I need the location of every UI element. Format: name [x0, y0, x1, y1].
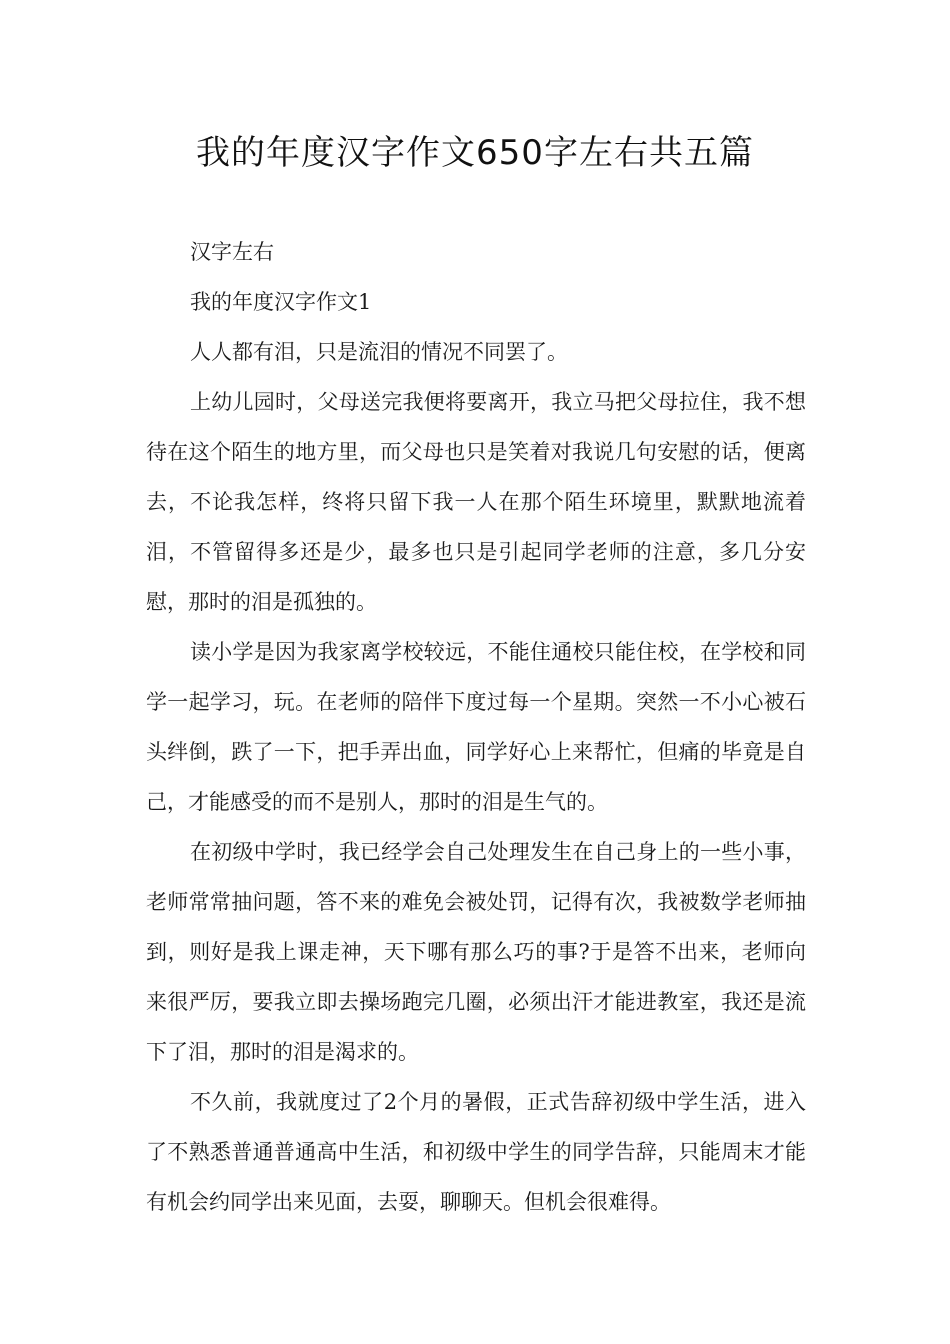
paragraph: 读小学是因为我家离学校较远，不能住通校只能住校，在学校和同学一起学习，玩。在老师的陪伴下度过每一个星期。突然一不小心被石头绊倒，跌了一下，把手弄出血，同学好心上来帮忙，但痛的毕竟是自己，才能感受的而不是别人，那时的泪是生气的。 [146, 640, 806, 814]
paragraph: 不久前，我就度过了2个月的暑假，正式告辞初级中学生活，进入了不熟悉普通普通高中生活，和初级中学生的同学告辞，只能周末才能有机会约同学出来见面，去耍，聊聊天。但机会很难得。 [146, 1090, 806, 1214]
paragraph: 在初级中学时，我已经学会自己处理发生在自己身上的一些小事，老师常常抽问题，答不来的难免会被处罚，记得有次，我被数学老师抽到，则好是我上课走神，天下哪有那么巧的事?于是答不出来，老师向来很严厉，要我立即去操场跑完几圈，必须出汗才能进教室，我还是流下了泪，那时的泪是渴求的。 [146, 840, 806, 1064]
document-title: 我的年度汉字作文650字左右共五篇 [196, 133, 754, 173]
paragraph: 人人都有泪，只是流泪的情况不同罢了。 [190, 340, 568, 364]
document-body [146, 227, 806, 1227]
paragraph: 上幼儿园时，父母送完我便将要离开，我立马把父母拉住，我不想待在这个陌生的地方里，而父母也只是笑着对我说几句安慰的话，便离去，不论我怎样，终将只留下我一人在那个陌生环境里，默默地流着泪，不管留得多还是少，最多也只是引起同学老师的注意，多几分安慰，那时的泪是孤独的。 [146, 390, 806, 614]
paragraph-essay-heading: 我的年度汉字作文1 [190, 290, 372, 314]
paragraph-subtitle: 汉字左右 [190, 240, 274, 264]
